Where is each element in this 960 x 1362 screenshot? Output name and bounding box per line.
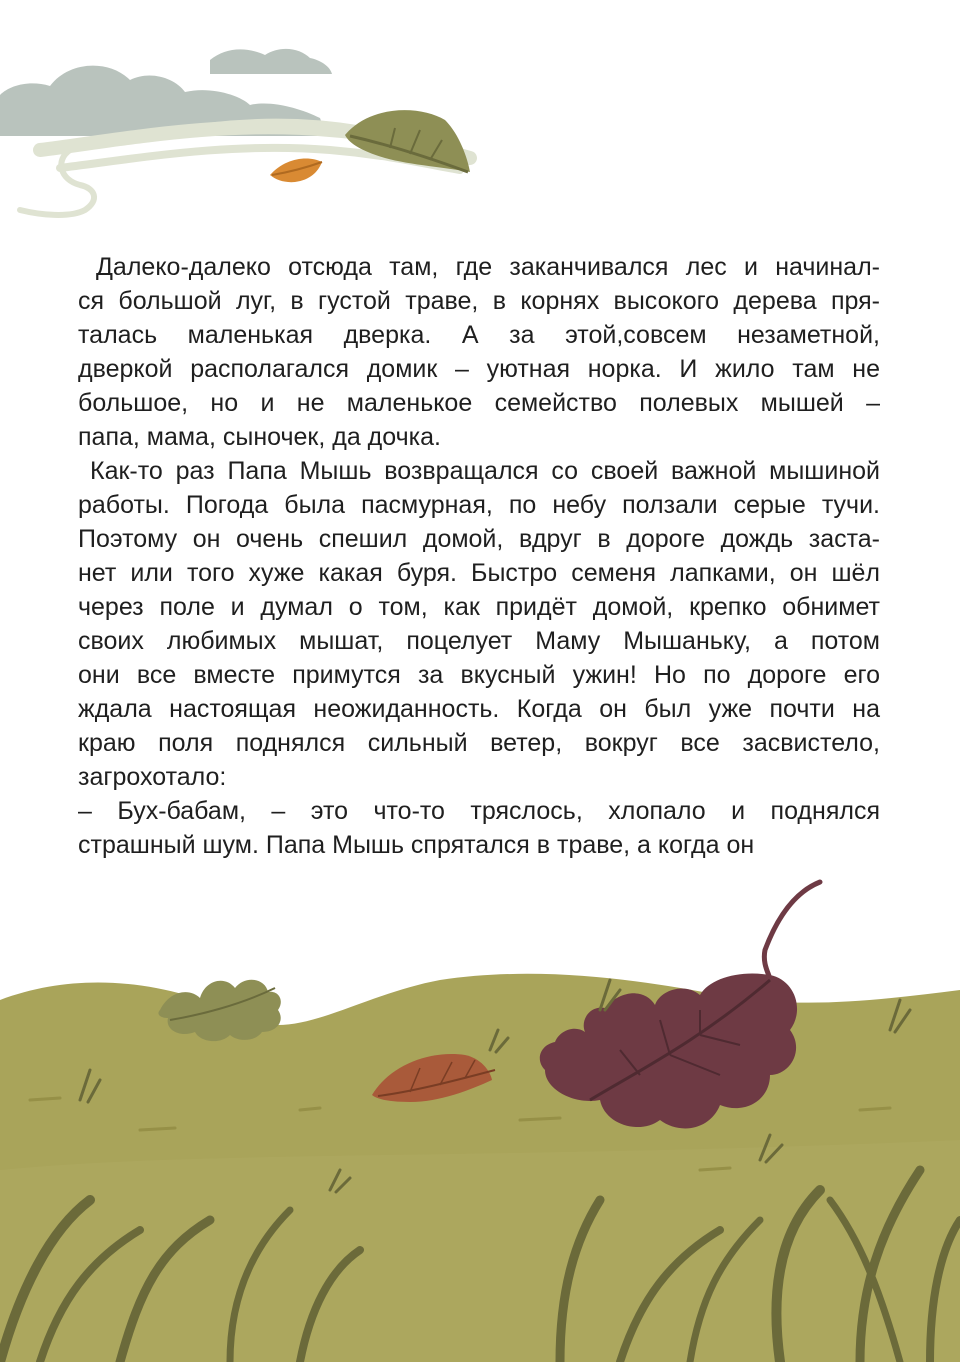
text-line: папа, мама, сыночек, да дочка. [78,423,441,451]
text-line: Поэтому он очень спешил домой, вдруг в дороге дождь заста- [78,525,880,553]
text-line: нет или того хуже какая буря. Быстро семеня лапками, он шёл [78,559,880,587]
orange-leaf-icon [270,158,322,182]
text-line: страшный шум. Папа Мышь спрятался в траве, а когда он [78,831,755,859]
text-line: Как-то раз Папа Мышь возвращался со своей важной мышиной [90,457,880,485]
text-line: Далеко-далеко отсюда там, где заканчивался лес и начинал- [96,253,880,281]
green-oak-leaf-icon [158,980,280,1041]
meadow-illustration [0,870,960,1362]
story-text [78,250,880,862]
text-line: работы. Погода была пасмурная, по небу ползали серые тучи. [78,491,880,519]
text-line: большое, но и не маленькое семейство полевых мышей – [78,389,880,417]
sky-illustration [0,0,960,230]
text-line: краю поля поднялся сильный ветер, вокруг все засвистело, [78,729,880,757]
text-line: через поле и думал о том, как придёт домой, крепко обнимет [78,593,880,621]
text-line: своих любимых мышат, поцелует Маму Мышаньку, а потом [78,627,880,655]
text-line: ждала настоящая неожиданность. Когда он был уже почти на [78,695,880,723]
text-line: талась маленькая дверка. А за этой,совсем незаметной, [78,321,880,349]
text-line: загрохотало: [78,763,227,791]
green-leaf-icon [345,110,470,172]
text-line: ся большой луг, в густой траве, в корнях высокого дерева пря- [78,287,880,315]
text-line: они все вместе примутся за вкусный ужин! Но по дороге его [78,661,880,689]
text-line: дверкой располагался домик – уютная норка. И жило там не [78,355,880,383]
text-line: – Бух-бабам, – это что-то тряслось, хлопало и поднялся [78,797,880,825]
